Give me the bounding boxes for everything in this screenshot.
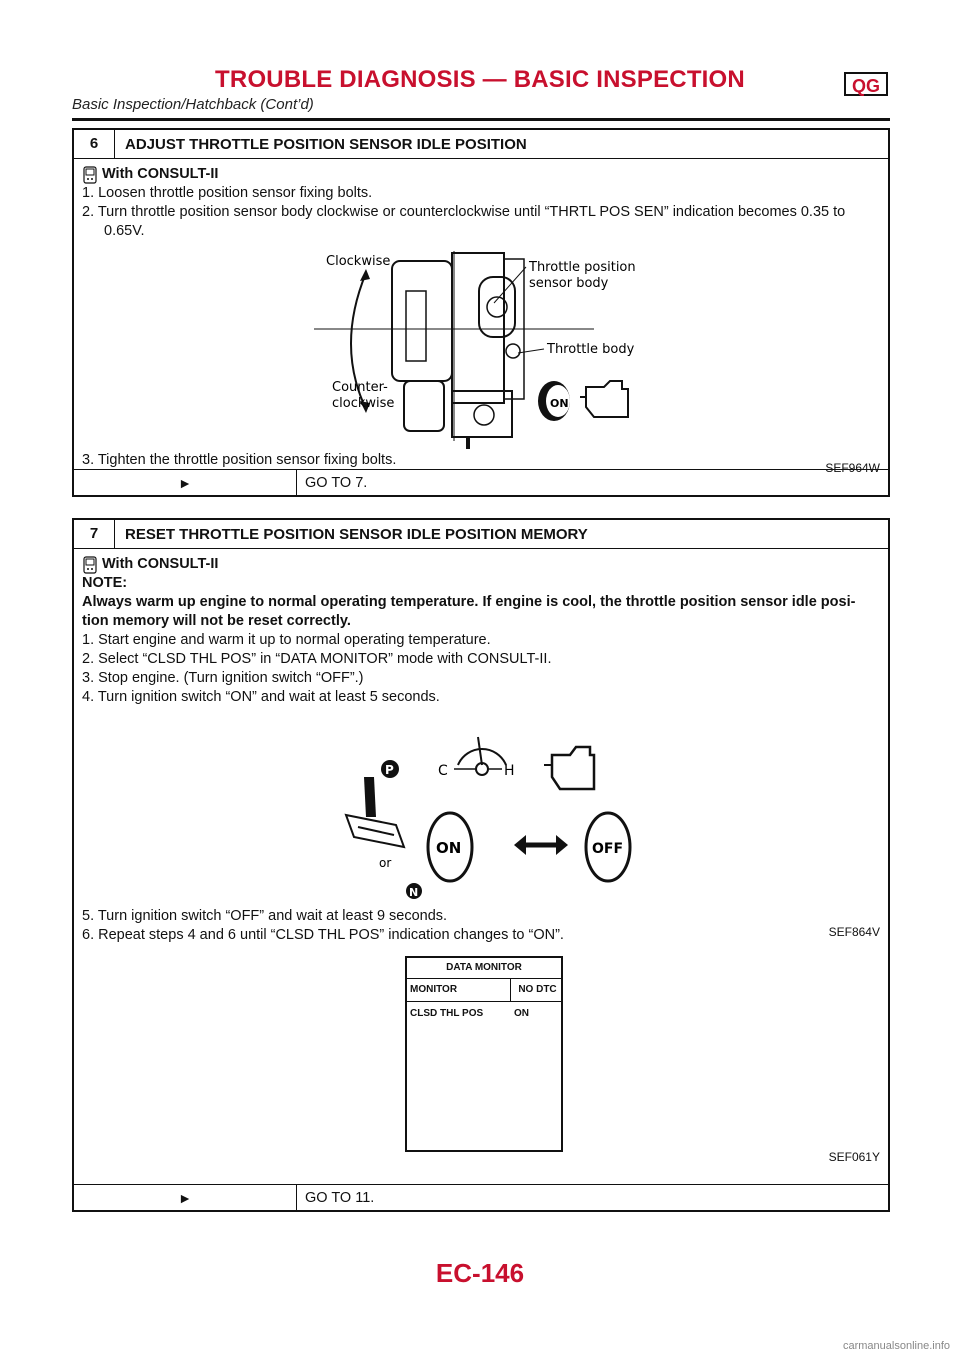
page-number: EC-146 [435, 1258, 525, 1288]
data-monitor-header-row [407, 979, 561, 1002]
consult-label: With CONSULT-II [102, 166, 219, 182]
label-throttle-body: Throttle body [547, 342, 635, 357]
temperature-gauge-icon [438, 737, 515, 779]
no-dtc-column-header: NO DTC [518, 984, 557, 995]
step-7-header [74, 520, 888, 549]
label-counter-2: clockwise [332, 396, 395, 411]
note-label: NOTE: [82, 575, 128, 591]
label-tps-1: Throttle position [529, 260, 636, 275]
ignition-cycle-figure [74, 707, 874, 907]
instruction-line: 5. Turn ignition switch “OFF” and wait at least 9 seconds. [82, 908, 448, 924]
consult-label: With CONSULT-II [102, 556, 219, 572]
figure-code: SEF964W [825, 461, 880, 475]
svg-text:P: P [385, 763, 394, 777]
ignition-key-on-icon [428, 813, 472, 881]
engine-icon [544, 747, 594, 789]
monitor-item-name: CLSD THL POS [410, 1008, 484, 1019]
note-line: tion memory will not be reset correctly. [82, 613, 351, 629]
shift-lever-p-icon [346, 760, 404, 847]
instruction-line: 2. Select “CLSD THL POS” in “DATA MONITOR” mode with CONSULT-II. [82, 651, 552, 667]
watermark: carmanualsonline.info [842, 1340, 950, 1352]
instruction-line: 2. Turn throttle position sensor body clockwise or counterclockwise until “THRTL POS SEN” indication becomes 0.35 to [82, 204, 846, 220]
header-divider [72, 118, 890, 121]
goto-link[interactable]: GO TO 11. [305, 1190, 375, 1206]
svg-text:N: N [409, 886, 419, 899]
label-or: or [379, 856, 392, 870]
consult-line [82, 165, 880, 184]
data-monitor-item-row [407, 1002, 561, 1019]
step-7-footer [74, 1184, 888, 1210]
ignition-key-on-icon [538, 381, 570, 421]
svg-text:C: C [438, 763, 448, 779]
engine-icon [580, 381, 628, 417]
step-6-box [72, 128, 890, 497]
goto-arrow-icon: ► [74, 470, 297, 495]
page-header-title: TROUBLE DIAGNOSIS — BASIC INSPECTION [215, 66, 745, 93]
step-6-body [74, 159, 888, 475]
svg-text:OFF: OFF [592, 841, 624, 857]
instruction-line: 3. Tighten the throttle position sensor fixing bolts. [82, 452, 397, 468]
instruction-line: 0.65V. [104, 223, 145, 239]
label-tps-2: sensor body [529, 276, 609, 291]
monitor-item-value: ON [514, 1008, 529, 1019]
step-7-body [74, 549, 888, 945]
goto-link[interactable]: GO TO 7. [305, 475, 368, 491]
goto-arrow-icon: ► [74, 1185, 297, 1210]
ignition-key-off-icon [586, 813, 630, 881]
monitor-column-header: MONITOR [407, 979, 511, 1001]
instruction-line: 3. Stop engine. (Turn ignition switch “OFF”.) [82, 670, 364, 686]
step-7-title: RESET THROTTLE POSITION SENSOR IDLE POSITION MEMORY [125, 525, 588, 543]
consult-line [82, 555, 880, 574]
svg-text:H: H [504, 763, 515, 779]
page-subtitle: Basic Inspection/Hatchback (Cont’d) [72, 96, 314, 113]
step-6-footer [74, 469, 888, 495]
consult-tool-icon [82, 166, 98, 184]
step-7-number: 7 [74, 520, 115, 548]
figure-code: SEF061Y [828, 1150, 880, 1164]
svg-text:ON: ON [436, 839, 462, 857]
shift-lever-n-icon [406, 883, 422, 899]
svg-text:ON: ON [550, 397, 569, 410]
data-monitor-title: DATA MONITOR [407, 958, 561, 979]
instruction-line: 4. Turn ignition switch “ON” and wait at least 5 seconds. [82, 689, 440, 705]
data-monitor-screen [405, 956, 563, 1152]
note-line: Always warm up engine to normal operating temperature. If engine is cool, the throttle position sensor idle posi- [82, 594, 856, 610]
instruction-line: 6. Repeat steps 4 and 6 until “CLSD THL POS” indication changes to “ON”. [82, 927, 564, 943]
step-6-header [74, 130, 888, 159]
figure-code: SEF864V [828, 925, 880, 939]
label-clockwise: Clockwise [326, 254, 391, 269]
instruction-line: 1. Start engine and warm it up to normal operating temperature. [82, 632, 491, 648]
section-badge: QG [844, 72, 888, 96]
step-6-title: ADJUST THROTTLE POSITION SENSOR IDLE POSITION [125, 135, 527, 153]
throttle-body-figure [74, 241, 874, 451]
label-counter-1: Counter- [332, 380, 388, 395]
consult-tool-icon [82, 556, 98, 574]
double-arrow-icon [514, 835, 568, 855]
instruction-line: 1. Loosen throttle position sensor fixing bolts. [82, 185, 373, 201]
step-6-number: 6 [74, 130, 115, 158]
